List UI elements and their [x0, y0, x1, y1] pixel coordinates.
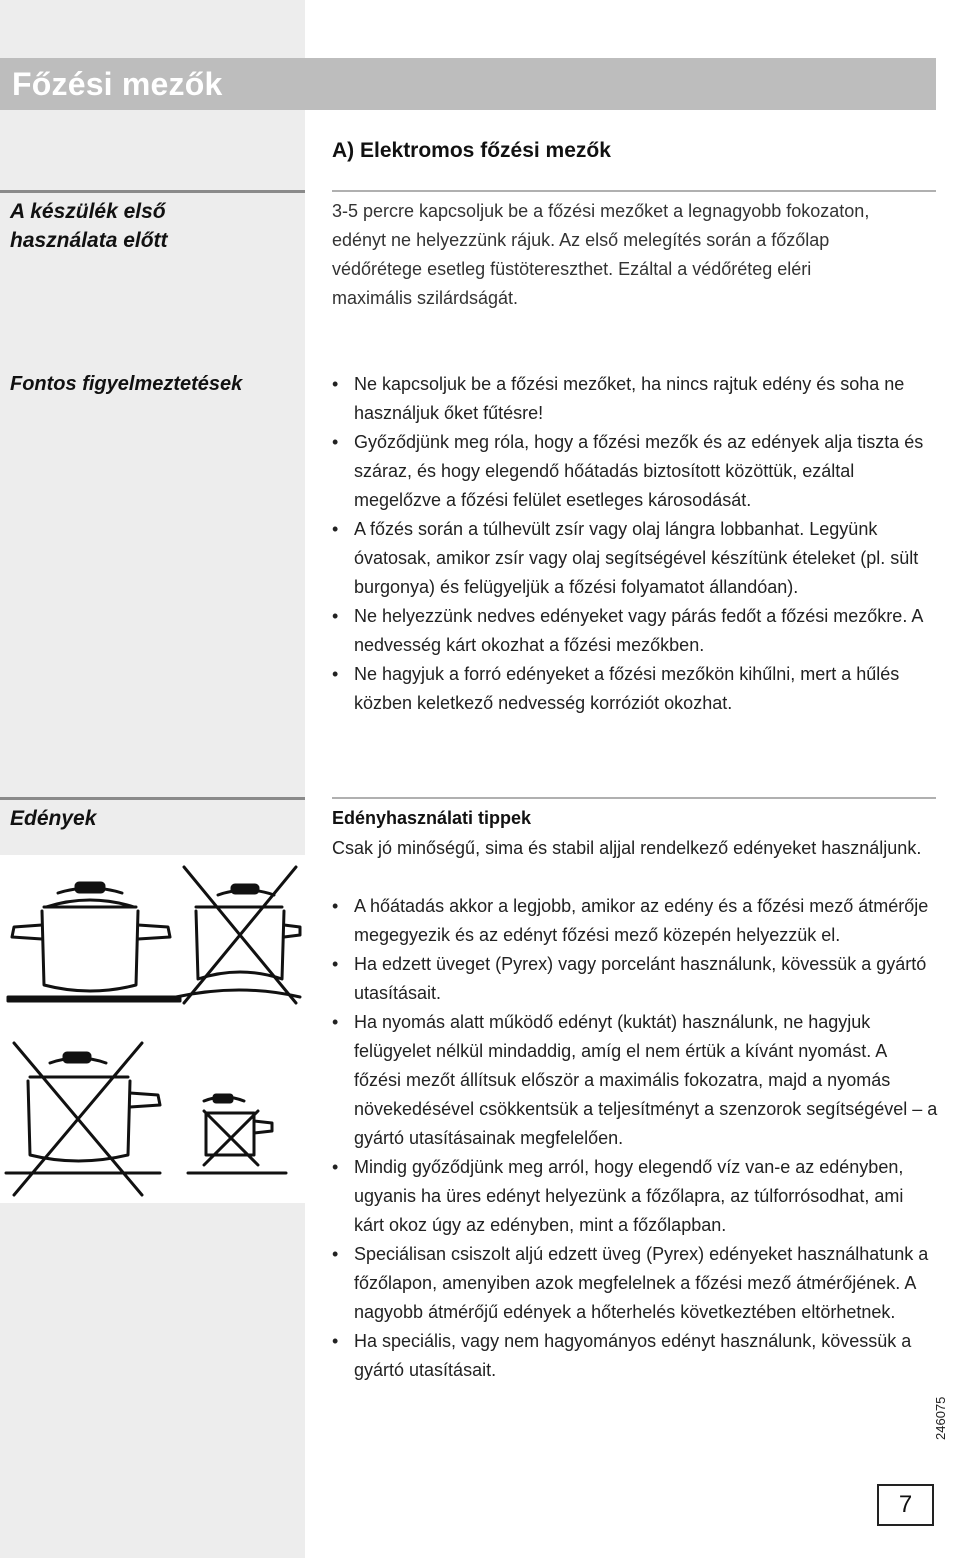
overhanging-pot-icon: [6, 1043, 160, 1195]
first-use-label: [10, 197, 168, 255]
first-use-label-line2: használata előtt: [10, 229, 168, 252]
uneven-base-pot-icon: [176, 867, 300, 1003]
list-item: • Győződjünk meg róla, hogy a főzési mezők és az edények alja tiszta és száraz, és hogy elegendő hőátadás biztosított közöttük, ezáltal megelőzve a főzési felület esetleges károsodását.: [332, 428, 938, 515]
list-item: • Mindig győződjünk meg arról, hogy elegendő víz van-e az edényben, ugyanis ha üres edényt helyezünk a főzőlapra, az túlforrósodhat, ami kárt okoz úgy az edényben, mint a főzőlapban.: [332, 1153, 938, 1240]
first-use-text: 3-5 percre kapcsoljuk be a főzési mezőket a legnagyobb fokozaton, edényt ne helyezzünk rájuk. Az első melegítés során a főzőlap védőrétege esetleg füstötereszthet. Ezáltal a védőréteg eléri maximális szilárdságát.: [332, 201, 870, 308]
pots-illustration-icon: [0, 855, 305, 1203]
document-code: 246075: [933, 1396, 948, 1440]
title-bar: [0, 58, 936, 110]
sidebar-divider-first-use: [0, 190, 305, 193]
list-item: • Ha edzett üveget (Pyrex) vagy porcelánt használunk, kövessük a gyártó utasításait.: [332, 950, 938, 1008]
warnings-label: Fontos figyelmeztetések: [10, 373, 243, 395]
list-item: • Ha nyomás alatt működő edényt (kuktát) használunk, ne hagyjuk felügyelet nélkül mindaddig, amíg el nem értük a kívánt nyomást. A főzési mezőt állítsuk először a maximális fokozatra, majd a nyomás növekedésével csökkentsük a teljesítményt a szenzorok segítségével – a gyártó utasításainak megfelelően.: [332, 1008, 938, 1153]
first-use-label-line1: A készülék első: [10, 200, 166, 223]
list-item: • Ne hagyjuk a forró edényeket a főzési mezőkön kihűlni, mert a hűlés közben keletkező nedvesség korróziót okozhat.: [332, 660, 938, 718]
section-a-heading: A) Elektromos főzési mezők: [332, 139, 611, 162]
content-divider-first-use: [332, 190, 936, 192]
list-item: • Ne kapcsoljuk be a főzési mezőket, ha nincs rajtuk edény és soha ne használjuk őket fűtésre!: [332, 370, 938, 428]
sidebar-divider-cookware: [0, 797, 305, 800]
cookware-list: [332, 892, 938, 1385]
list-item: • Speciálisan csiszolt aljú edzett üveg (Pyrex) edényeket használhatunk a főzőlapon, amenyiben azok megfelelnek a főzési mező átmérőjének. A nagyobb átmérőjű edények a hőterhelés következtében eltörhetnek.: [332, 1240, 938, 1327]
list-item: • Ha speciális, vagy nem hagyományos edényt használunk, kövessük a gyártó utasításait.: [332, 1327, 938, 1385]
cookware-label: Edények: [10, 807, 97, 830]
list-item: • Ne helyezzünk nedves edényeket vagy párás fedőt a főzési mezőkre. A nedvesség kárt okozhat a főzési mezőkben.: [332, 602, 938, 660]
cookware-heading: Edényhasználati tippek: [332, 808, 532, 828]
cookware-intro: Csak jó minőségű, sima és stabil aljjal rendelkező edényeket használjunk.: [332, 838, 922, 858]
content-divider-cookware: [332, 797, 936, 799]
page-number: 7: [877, 1484, 934, 1526]
list-item: • A hőátadás akkor a legjobb, amikor az edény és a főzési mező átmérője megegyezik és az edényt főzési mező közepén helyezzük el.: [332, 892, 938, 950]
page-title: Főzési mezők: [12, 65, 223, 102]
cookware-illustration: [0, 855, 305, 1203]
warnings-list: [332, 370, 938, 718]
correct-pot-icon: [8, 883, 180, 1001]
small-pot-icon: [188, 1095, 286, 1173]
list-item: • A főzés során a túlhevült zsír vagy olaj lángra lobbanhat. Legyünk óvatosak, amikor zsír vagy olaj segítségével készítünk ételeket (pl. sült burgonya) és felügyeljük a főzési folyamatot állandóan).: [332, 515, 938, 602]
